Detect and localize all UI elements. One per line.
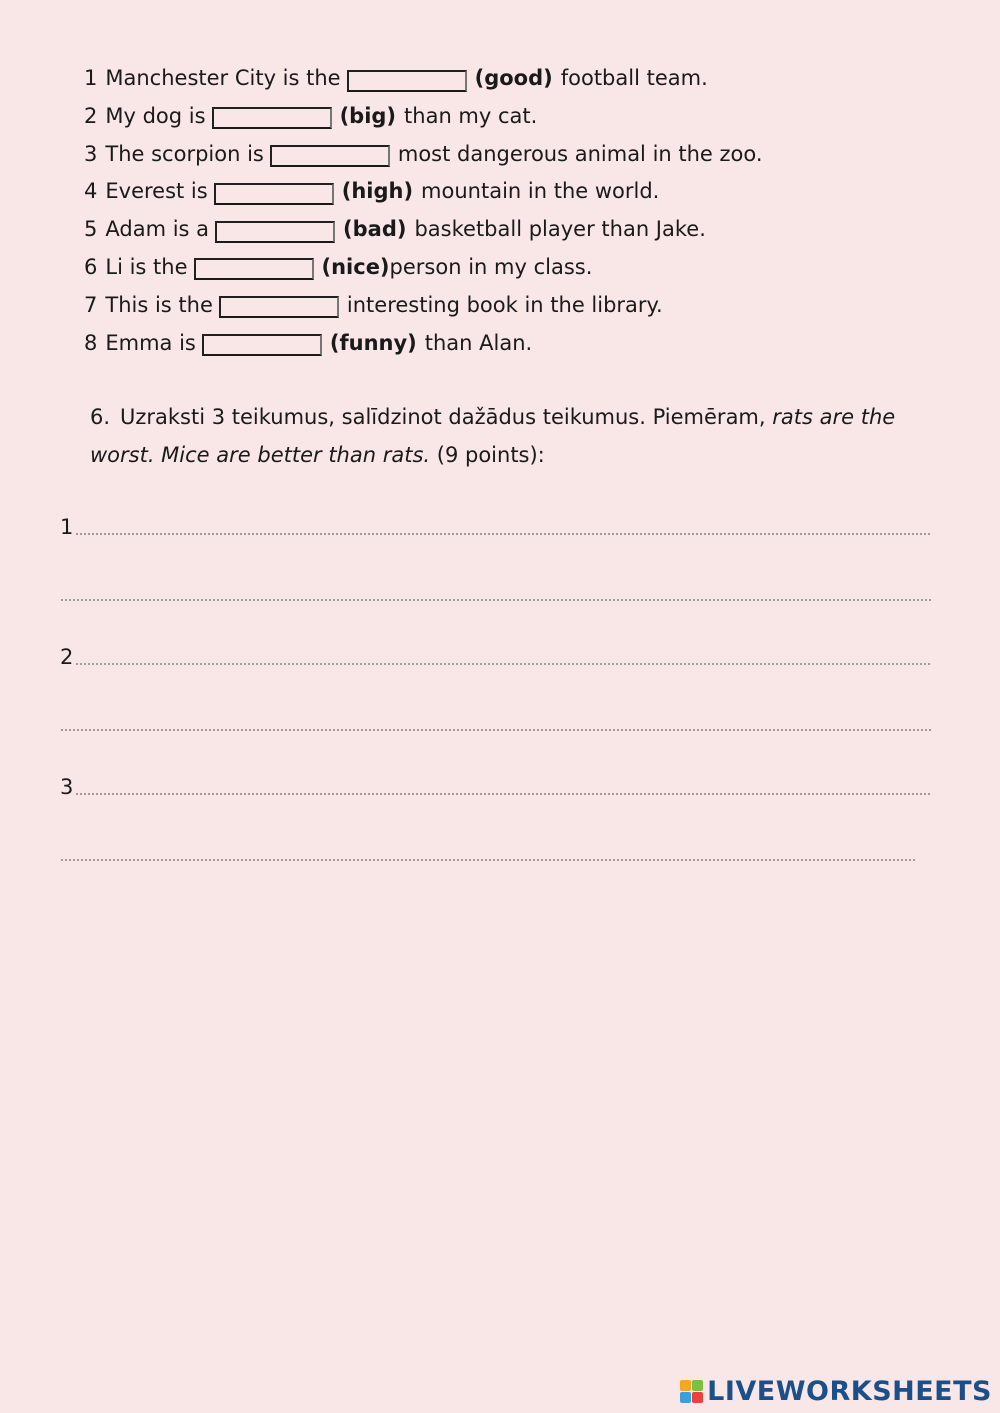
logo-square bbox=[680, 1392, 691, 1403]
writing-line-2b[interactable] bbox=[60, 704, 932, 734]
item-text-after: football team. bbox=[560, 66, 708, 90]
answer-blank-1[interactable] bbox=[347, 70, 467, 92]
line-number: 1 bbox=[60, 515, 74, 539]
task-points: (9 points): bbox=[436, 443, 545, 467]
item-number: 6 bbox=[84, 254, 98, 279]
task-number: 6. bbox=[90, 405, 111, 429]
writing-line-1b[interactable] bbox=[60, 574, 932, 604]
writing-area bbox=[60, 508, 932, 864]
item-number: 7 bbox=[84, 292, 98, 317]
item-text-before: Everest is bbox=[105, 179, 208, 204]
item-text-after: most dangerous animal in the zoo. bbox=[397, 141, 763, 166]
logo-square bbox=[692, 1380, 703, 1391]
item-hint: (high) bbox=[341, 179, 414, 204]
task-text: Uzraksti 3 teikumus, salīdzinot dažādus teikumus. Piemēram, bbox=[120, 405, 766, 429]
item-text-after: mountain in the world. bbox=[421, 179, 660, 204]
exercise-item-6 bbox=[84, 249, 763, 287]
item-hint: (good) bbox=[474, 66, 553, 90]
item-text-after: than my cat. bbox=[404, 103, 538, 128]
exercise-item-8 bbox=[84, 325, 763, 363]
item-text-before: Adam is a bbox=[105, 217, 210, 242]
item-hint: (bad) bbox=[343, 217, 407, 242]
item-hint: (nice) bbox=[321, 254, 390, 279]
logo-text: LIVEWORKSHEETS bbox=[707, 1376, 992, 1407]
dotted-line bbox=[60, 729, 932, 731]
exercise-item-3 bbox=[84, 136, 763, 174]
answer-blank-7[interactable] bbox=[219, 296, 339, 318]
item-number: 3 bbox=[84, 141, 98, 166]
answer-blank-4[interactable] bbox=[214, 183, 334, 205]
writing-line-1a[interactable] bbox=[60, 508, 932, 538]
item-number: 8 bbox=[84, 330, 98, 355]
writing-line-3a[interactable] bbox=[60, 768, 932, 798]
item-text-before: Manchester City is the bbox=[105, 66, 341, 90]
logo-square bbox=[692, 1392, 703, 1403]
dotted-line bbox=[60, 599, 932, 601]
dotted-line bbox=[75, 533, 932, 535]
item-text-before: This is the bbox=[105, 292, 213, 317]
exercise-item-4 bbox=[84, 173, 763, 211]
exercise-item-7 bbox=[84, 287, 763, 325]
item-text-before: The scorpion is bbox=[105, 141, 264, 166]
logo-square bbox=[680, 1380, 691, 1391]
item-text-after: interesting book in the library. bbox=[346, 292, 663, 317]
item-number: 4 bbox=[84, 179, 98, 204]
writing-line-3b[interactable] bbox=[60, 834, 916, 864]
item-text-before: Li is the bbox=[105, 254, 188, 279]
logo-mark-icon bbox=[680, 1380, 703, 1403]
item-number: 5 bbox=[84, 217, 98, 242]
item-text-after: person in my class. bbox=[389, 254, 593, 279]
exercise-item-2 bbox=[84, 98, 763, 136]
liveworksheets-logo bbox=[680, 1376, 992, 1407]
task-instructions bbox=[90, 398, 950, 474]
answer-blank-2[interactable] bbox=[212, 107, 332, 129]
dotted-line bbox=[75, 663, 932, 665]
dotted-line bbox=[75, 793, 932, 795]
line-number: 3 bbox=[60, 775, 74, 799]
answer-blank-8[interactable] bbox=[202, 334, 322, 356]
answer-blank-6[interactable] bbox=[194, 258, 314, 280]
item-hint: (funny) bbox=[329, 330, 417, 355]
dotted-line bbox=[60, 859, 916, 861]
item-text-after: than Alan. bbox=[424, 330, 533, 355]
task-example: rats are the worst. Mice are better than rats. bbox=[90, 405, 896, 467]
exercise-item-1 bbox=[84, 60, 763, 98]
line-number: 2 bbox=[60, 645, 74, 669]
item-hint: (big) bbox=[339, 103, 397, 128]
item-number: 1 bbox=[84, 66, 98, 90]
answer-blank-5[interactable] bbox=[215, 221, 335, 243]
exercise-item-5 bbox=[84, 211, 763, 249]
item-text-after: basketball player than Jake. bbox=[414, 217, 706, 242]
fill-in-exercise bbox=[84, 60, 763, 362]
item-text-before: My dog is bbox=[105, 103, 206, 128]
item-number: 2 bbox=[84, 103, 98, 128]
item-text-before: Emma is bbox=[105, 330, 196, 355]
answer-blank-3[interactable] bbox=[270, 145, 390, 167]
writing-line-2a[interactable] bbox=[60, 638, 932, 668]
